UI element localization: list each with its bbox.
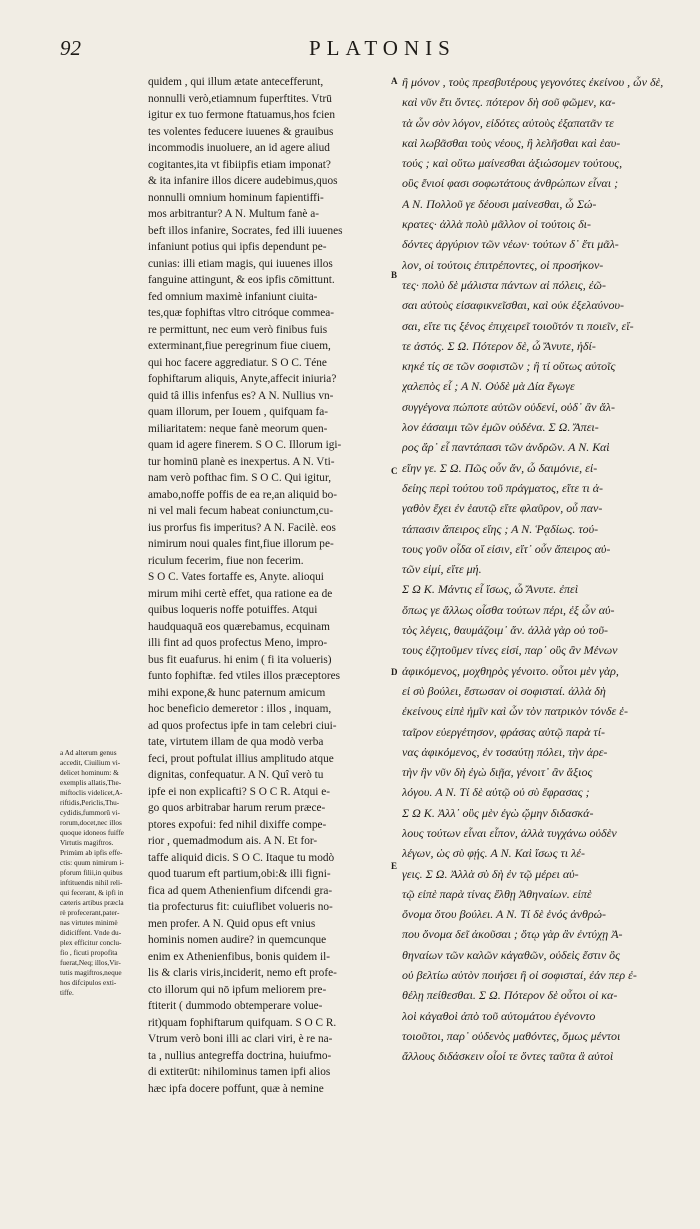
margin-note-line: rè profecerant,pater- [60,908,120,917]
latin-text-line: cogitantes,ita vt fibiipfis etiam imponat? [148,158,331,171]
greek-text-line: ἄλλους διδάσκειν οἷοί τε ὄντες ταῦτα ἃ αὐτοὶ [402,1049,614,1064]
greek-text-line: ὄνομα ὅτου βούλει. Α Ν. Τί δὲ ἑνός ἀνθρώ- [402,907,606,922]
latin-text-line: exterminant,fiue peregrinum fiue ciuem, [148,340,331,352]
greek-text-line: οὐ βελτίω αὐτὸν ποιήσει ἢ οἱ σοφισταί, ἐάν περ ἐ- [402,968,637,983]
greek-text-line: λόγου. Α Ν. Τί δὲ αὐτῷ οὐ σὺ ἔφρασας ; [402,785,590,800]
latin-text-line: tia profecturus fit: cuiuflibet volueris no- [148,901,333,913]
greek-text-line: θηναίων τῶν καλῶν κἀγαθῶν, οὐδεὶς ἔστιν ὃς [402,947,621,962]
margin-note-line: miftoclis videlicet,A- [60,788,123,797]
margin-note-line: rorum,docet,nec illos [60,818,122,827]
running-head: PLATONIS [309,36,456,60]
section-mark-e: E [391,861,398,871]
latin-text-line: re permittunt, nec eum verò finibus fuis [148,323,328,336]
greek-text-line: δόντες ἀργύριον τῶν νέων· τούτων δ᾽ ἔτι μᾶλ- [402,237,619,252]
latin-text-line: men profer. A N. Quid opus eft vnius [148,917,316,930]
latin-text-line: lis & claris viris,inciderit, nemo eft profe- [148,967,337,979]
greek-text-line: εἰ σὺ βούλει, ἔστωσαν οἱ σοφισταί. ἀλλὰ δὴ [402,683,606,698]
margin-note-line: quoque idoneos fuiffe [60,828,124,837]
latin-text-line: hominis nomen audire? in quemcunque [148,934,327,946]
greek-text-line: τὴν ἣν νῦν δὴ ἐγὼ διῇα, γένοιτ᾽ ἂν ἄξιος [402,765,593,780]
latin-text-line: S O C. Vates fortaffe es, Anyte. alioqui [148,571,324,583]
latin-text-line: qui hoc facere aggrediatur. S O C. Téne [148,356,327,369]
latin-text-line: ni vel mali fecum habeat coniunctum,cu- [148,505,334,517]
greek-text-line: ὅπως γε ἄλλως οἶσθα τούτων πέρι, ἐξ ὧν αὐ- [402,602,615,617]
greek-text-line: τάπασιν ἄπειρος εἴης ; Α Ν. Ῥᾳδίως. τού- [402,521,599,536]
latin-text-line: incommodis inuoluere, an id agere aliud [148,142,330,154]
greek-text-line: τε ἀστός. Σ Ω. Πότερον δὲ, ὦ Ἄνυτε, ἠδί- [402,338,596,353]
latin-text-line: nimirum noui quales fint,fiue illorum pe- [148,538,334,550]
latin-text-line: quibus loqueris noffe potuiffes. Atqui [148,604,318,616]
greek-text-line: θέλῃ πείθεσθαι. Σ Ω. Πότερον δὲ οὗτοι οἱ κα- [402,988,618,1003]
greek-text-line: ἢ μόνον , τοὺς πρεσβυτέρους γεγονότες ἐκείνου , ὧν δὲ, [402,75,664,89]
latin-text-line: quid tâ illis infenfus es? A N. Nullius vn- [148,389,334,402]
greek-text-line: τους ἐζητοῦμεν τίνες εἰσί, παρ᾽ οὓς ἂν Μένων [402,643,618,658]
section-mark-b: B [391,270,398,280]
greek-text-line: νας ἀφικόμενος, ἐν τοσαύτῃ πόλει, τὴν ἀρε- [402,744,608,759]
section-mark-d: D [391,667,398,677]
latin-text-line: tes volentes feducere iuuenes & grauibus [148,125,334,138]
greek-text-line: οὓς ἔνιοί φασι σοφωτάτους ἀνθρώπων εἶναι ; [402,176,619,191]
greek-text-line: ρος ἄρ᾽ εἶ παντάπασι τῶν ἀνδρῶν. Α Ν. Καὶ [402,440,610,455]
latin-text-line: riculum fecerim, fiue non fecerim. [148,554,304,567]
greek-text-line: γαθὸν ἔχει ἐν ἑαυτῷ εἴτε φλαῦρον, οὗ παν- [402,501,603,516]
latin-text-line: cto illorum qui nō ipfum meliorem pre- [148,983,327,996]
latin-text-line: di extiterūt: nihilominus tamen ipfi alios [148,1066,331,1078]
latin-text-line: tur hominū planè es inexpertus. A N. Vti- [148,455,335,468]
latin-text-line: miliaritatem: neque fanè meorum quen- [148,422,328,435]
latin-text-line: ipfe ei non explicafti? S O C R. Atqui e- [148,785,330,798]
margin-note-line: a Ad alterum genus [60,748,117,757]
latin-text-line: fica ad quem Athenienfium difcendi gra- [148,884,333,897]
greek-text-line: λοὶ κἀγαθοὶ ἀπὸ τοῦ αὐτομάτου ἐγένοντο [402,1008,596,1023]
latin-text-line: ftiterit ( dummodo obtemperare volue- [148,1000,323,1012]
latin-text-line: bus fit euafurus. hi enim ( fi ita volueris) [148,653,332,666]
greek-text-line: ἀφικόμενος, μοχθηρὸς γένοιτο. οὗτοι μὲν γὰρ, [402,663,619,678]
margin-note-line: riftidis,Periclis,Thu- [60,798,120,807]
greek-text-line: κηκέ τίς σε τῶν σοφιστῶν ; ἢ τί οὕτως αὐτοῖς [402,359,616,374]
greek-text-line: Α Ν. Πολλοῦ γε δέουσι μαίνεσθαι, ὦ Σώ- [402,196,597,211]
margin-note-line: plex efficitur conclu- [60,938,122,947]
greek-column [402,72,674,1067]
greek-text-line: τοιοῦτοι, παρ᾽ οὐδενὸς μαθόντες, ὅμως μέντοι [402,1028,621,1043]
greek-text-line: τὸς λέγεις, θαυμάζοιμ᾽ ἄν. ἀλλὰ γὰρ οὐ τοῦ- [402,623,609,638]
latin-text-line: mirum mihi certè effet, qua ratione ea de [148,587,333,600]
margin-note-line: inftituendis nihil reli- [60,878,123,887]
margin-note-line: Primùm ab ipfis effe- [60,848,123,857]
margin-note-line: hos difcipulos exti- [60,978,117,987]
margin-note-line: tutis magiftros,neque [60,968,122,977]
margin-note-line: pforum filii,in quibus [60,868,123,877]
latin-text-line: cunias: illi etiam magis, qui iuuenes illos [148,257,333,270]
greek-text-line: τῶν εἰμί, εἴτε μή. [402,562,482,577]
latin-text-line: dignitas, confequatur. A N. Quî verò tu [148,769,324,781]
latin-text-line: ius prorfus fis imperitus? A N. Facilè. eos [148,521,336,534]
greek-text-line: Σ Ω Κ. Ἀλλ᾽ οὓς μὲν ἐγὼ ᾤμην διδασκά- [402,805,594,820]
latin-text-line: quam id agere finerem. S O C. Illorum igi- [148,439,342,451]
latin-text-line: hoc beneficio demeretor : illos , inquam, [148,703,332,715]
greek-text-line: δείης περὶ τούτου τοῦ πράγματος, εἴτε τι ἀ- [402,480,603,495]
latin-text-line: hæc ipfa docere poffunt, quæ à nemine [148,1082,324,1095]
margin-note-line: accedit, Ciuilium vi- [60,758,121,767]
greek-text-line: σαι, εἴτε τις ξένος ἐπιχειρεῖ τοιοῦτόν τι ποιεῖν, εἴ- [402,318,634,333]
latin-text-line: mihi expone,& hunc paternum amicum [148,686,326,699]
greek-text-line: ἐκείνους εἰπὲ ἡμῖν καὶ ὧν τὸν πατρικὸν τόνδε ἑ- [402,704,628,719]
greek-text-line: ταῖρον εὐεργέτησον, φράσας αὐτῷ παρὰ τί- [402,724,606,739]
greek-text-line: τες· πολὺ δὲ μάλιστα πάντων αἱ πόλεις, ἐῶ- [402,277,606,292]
latin-text-line: tes,quæ fophiftas vltro citróque commea- [148,307,335,319]
margin-note-line: fio , ficuti propofita [60,948,118,957]
latin-text-line: haudquaquā eos quærebamus, ecquinam [148,620,330,633]
greek-text-line: τῷ εἰπὲ παρὰ τίνας ἔλθῃ Ἀθηναίων. εἰπὲ [402,886,592,901]
latin-text-line: ta , nullius antegreffa doctrina, huiufmo- [148,1049,332,1062]
greek-text-line: καὶ νῦν ἔτι ὄντες. πότερον δὴ σοῦ φῶμεν, κα- [402,95,616,110]
latin-text-line: igitur ex tuo fermone ftatuamus,hos fcien [148,109,335,121]
margin-note [60,748,150,998]
latin-text-line: quod tuarum eft partium,obi:& illi figni- [148,868,331,880]
margin-note-line: cydidis,fummorū vi- [60,808,120,817]
greek-text-line: γεις. Σ Ω. Ἀλλὰ σὺ δὴ ἐν τῷ μέρει αὐ- [402,866,579,881]
greek-text-line: χαλεπὸς εἶ ; Α Ν. Οὐδὲ μὰ Δία ἔγωγε [402,379,575,394]
latin-text-line: fed omnium maximè infaniunt ciuita- [148,290,318,303]
greek-text-line: λον, οἱ τούτοις ἐπιτρέποντες, οἱ προσήκον- [402,257,604,272]
latin-text-line: quam illorum, per Iouem , quifquam fa- [148,406,329,418]
latin-text-line: rit)quam fophiftarum quifquam. S O C R. [148,1016,337,1029]
margin-note-line: qui fecerant, & ipfi in [60,888,124,897]
latin-text-line: nonnulli verò,etiamnum fuperftites. Vtrū [148,92,332,105]
greek-text-line: λον ἐάσαιμι τῶν ἐμῶν οὐδένα. Σ Ω. Ἄπει- [402,420,599,435]
latin-text-line: tate, virtutem illam de qua modò verba [148,736,324,748]
greek-text-line: λους τούτων εἶναι εἶπον, ἀλλὰ τυγχάνω οὐδὲν [402,825,617,840]
latin-column [148,74,388,1097]
latin-text-line: illi fint ad quos profectus Meno, impro- [148,637,328,649]
greek-text-line: καὶ λωβᾶσθαι τοὺς νέους, ἢ λελῆσθαι καὶ ἑαυ- [402,135,621,150]
latin-text-line: quidem , qui illum ætate antecefferunt, [148,76,324,88]
latin-text-line: fophiftarum aliquis, Anyte,affecit iniuria? [148,373,337,385]
latin-text-line: ptores expofui: fed nihil dixiffe compe- [148,818,327,831]
greek-text-line: λέγων, ὡς σὺ φῄς. Α Ν. Καὶ ἴσως τι λέ- [402,846,586,861]
latin-text-line: nonnulli omnium hominum fapientiffi- [148,191,324,204]
latin-text-line: mos arbitrantur? A N. Multum fanè a- [148,208,319,220]
greek-text-line: που ὄνομα δεῖ ἀκοῦσαι ; ὅτῳ γὰρ ἂν ἐντύχῃ Ἀ- [402,927,623,942]
greek-text-line: σαι αὐτοὺς εἰσαφικνεῖσθαι, καὶ οὐκ ἐξελαύνου- [402,298,624,313]
latin-text-line: taffe aliquid dicis. S O C. Itaque tu modò [148,851,335,864]
section-mark-a: A [391,76,398,86]
latin-text-line: & ita infanire illos dicere audebimus,quos [148,175,338,187]
margin-note-line: Virtutis magiftros. [60,838,114,847]
greek-text-line: τὰ ὧν σὸν λόγον, εἰδότες αὐτοὺς ἐξαπατᾶν τε [402,115,614,130]
greek-text-line: κρατες· ἀλλὰ πολὺ μᾶλλον οἱ τούτοις δι- [402,217,592,232]
margin-note-line: cæteris artibus præcla [60,898,124,907]
margin-note-line: nas virtutes minimè [60,918,118,927]
latin-text-line: funto fophiftæ. fed vtiles illos præceptores [148,670,341,682]
latin-text-line: fanguine attingunt, & eos ipfis cōmittunt. [148,274,335,286]
margin-note-line: exemplis allatis,The- [60,778,122,787]
margin-note-line: delicet hominum: & [60,768,119,777]
latin-text-line: amabo,noffe poffis de ea re,an aliquid bo- [148,488,338,501]
greek-text-line: συγγέγονα πώποτε αὐτῶν οὐδενί, οὐδ᾽ ἂν ἄλ- [402,399,615,414]
margin-note-line: ctis: quum nimirum i- [60,858,124,867]
latin-text-line: feci, prout poftulat illius amplitudo atque [148,752,334,765]
greek-text-line: τούς ; καὶ οὕτω μαίνεσθαι ἀξιώσομεν τούτους, [402,156,623,171]
margin-note-line: fuerat,Neq; illos,Vir- [60,958,121,967]
latin-text-line: nam verò pofthac fim. S O C. Qui igitur, [148,472,332,484]
latin-text-line: enim ex Athenienfibus, bonis quidem il- [148,950,330,963]
latin-text-line: Vtrum verò boni illi ac clari viri, è re na- [148,1033,333,1045]
page-number: 92 [60,36,81,60]
latin-text-line: beft illos infanire, Socrates, fed illi iuuenes [148,224,343,237]
latin-text-line: ad quos profectus ipfe in tam celebri ciui- [148,719,337,732]
greek-text-line: τους γοῦν οἶδα οἵ εἰσιν, εἴτ᾽ οὖν ἄπειρος αὐ- [402,541,611,556]
latin-text-line: go quos arbitrabar harum rerum præce- [148,802,326,814]
section-mark-c: C [391,466,398,476]
greek-text-line: Σ Ω Κ. Μάντις εἶ ἴσως, ὦ Ἄνυτε. ἐπεὶ [402,582,579,597]
greek-text-line: εἴην γε. Σ Ω. Πῶς οὖν ἄν, ὦ δαιμόνιε, εἰ- [402,460,598,475]
margin-note-line: didiciffent. Vnde du- [60,928,122,937]
latin-text-line: infaniunt potius qui ipfis dependunt pe- [148,241,327,253]
latin-text-line: rior , quemadmodum ais. A N. Et for- [148,835,318,847]
margin-note-line: tiffe. [60,988,74,997]
